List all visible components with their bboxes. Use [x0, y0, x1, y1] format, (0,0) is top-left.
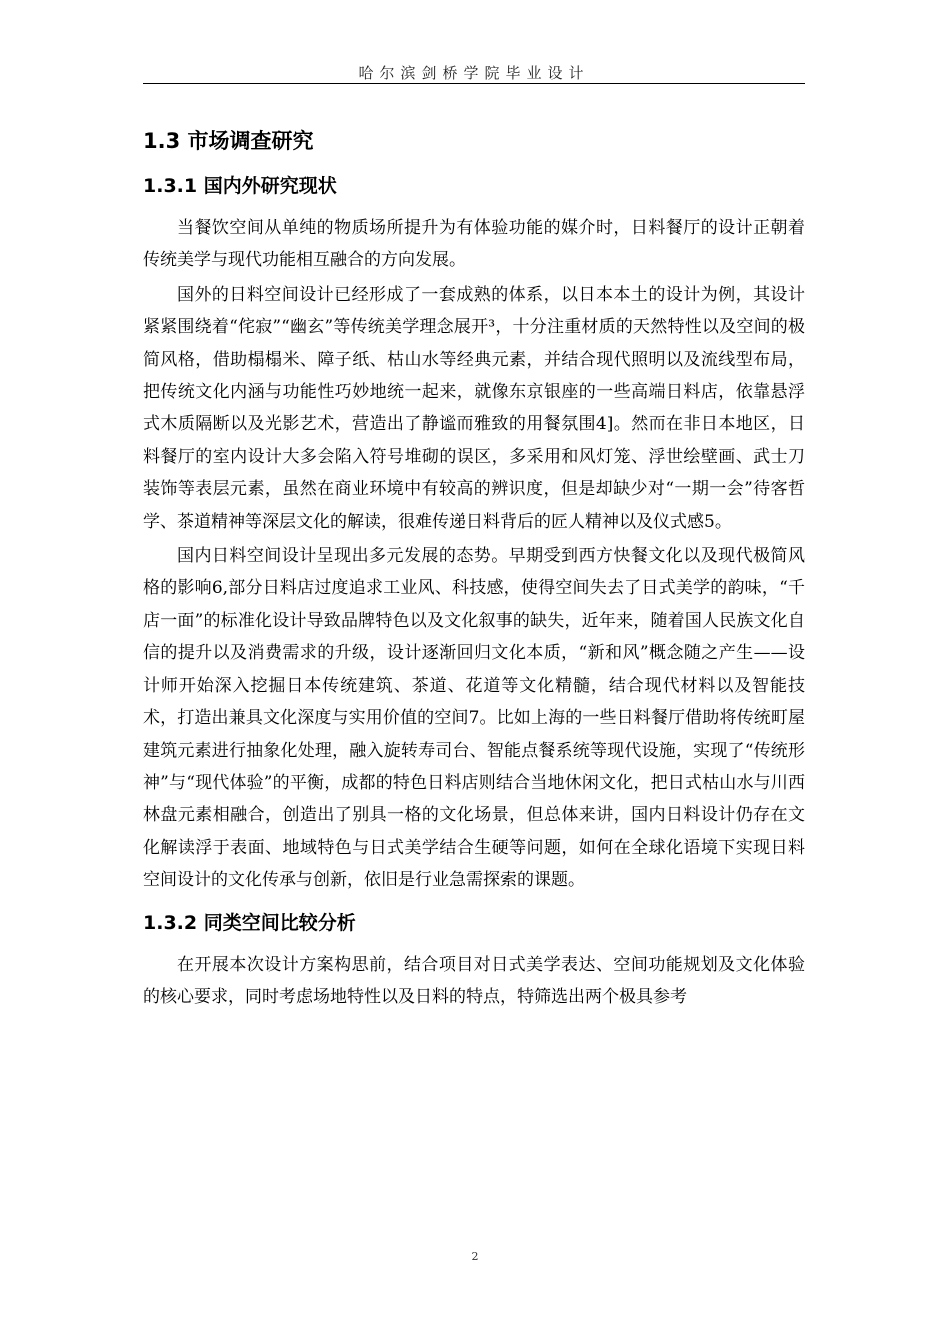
- paragraph: 国内日料空间设计呈现出多元发展的态势。早期受到西方快餐文化以及现代极简风格的影响6,部分日料店过度追求工业风、科技感，使得空间失去了日式美学的韵味，“千店一面”的标准化设计导致品牌特色以及文化叙事的缺失，近年来，随着国人民族文化自信的提升以及消费需求的升级，设计逐渐回归文化本质，“新和风”概念随之产生——设计师开始深入挖掘日本传统建筑、茶道、花道等文化精髓，结合现代材料以及智能技术，打造出兼具文化深度与实用价值的空间7。比如上海的一些日料餐厅借助将传统町屋建筑元素进行抽象化处理，融入旋转寿司台、智能点餐系统等现代设施，实现了“传统形神”与“现代体验”的平衡，成都的特色日料店则结合当地休闲文化，把日式枯山水与川西林盘元素相融合，创造出了别具一格的文化场景，但总体来讲，国内日料设计仍存在文化解读浮于表面、地域特色与日式美学结合生硬等问题，如何在全球化语境下实现日料空间设计的文化传承与创新，依旧是行业急需探索的课题。: [143, 546, 805, 891]
- header-rule: [143, 83, 805, 84]
- page-number: 2: [471, 1250, 479, 1263]
- subsection-heading-2: 1.3.2 同类空间比较分析: [143, 911, 356, 934]
- page-header: 哈尔滨剑桥学院毕业设计: [358, 64, 590, 82]
- paragraph: 国外的日料空间设计已经形成了一套成熟的体系，以日本本土的设计为例，其设计紧紧围绕着“侘寂”“幽玄”等传统美学理念展开³，十分注重材质的天然特性以及空间的极简风格，借助榻榻米、障子纸、枯山水等经典元素，并结合现代照明以及流线型布局，把传统文化内涵与功能性巧妙地统一起来，就像东京银座的一些高端日料店，依靠悬浮式木质隔断以及光影艺术，营造出了静谧而雅致的用餐氛围4]。然而在非日本地区，日料餐厅的室内设计大多会陷入符号堆砌的误区，多采用和风灯笼、浮世绘壁画、武士刀装饰等表层元素，虽然在商业环境中有较高的辨识度，但是却缺少对“一期一会”待客哲学、茶道精神等深层文化的解读，很难传递日料背后的匠人精神以及仪式感5。: [143, 284, 805, 532]
- document-body: [143, 118, 805, 1013]
- paragraph: 当餐饮空间从单纯的物质场所提升为有体验功能的媒介时，日料餐厅的设计正朝着传统美学与现代功能相互融合的方向发展。: [143, 218, 805, 271]
- subsection-heading-1: 1.3.1 国内外研究现状: [143, 175, 337, 197]
- section-heading: 1.3 市场调查研究: [143, 129, 314, 153]
- paragraph: 在开展本次设计方案构思前，结合项目对日式美学表达、空间功能规划及文化体验的核心要求，同时考虑场地特性以及日料的特点，特筛选出两个极具参考: [143, 954, 805, 1007]
